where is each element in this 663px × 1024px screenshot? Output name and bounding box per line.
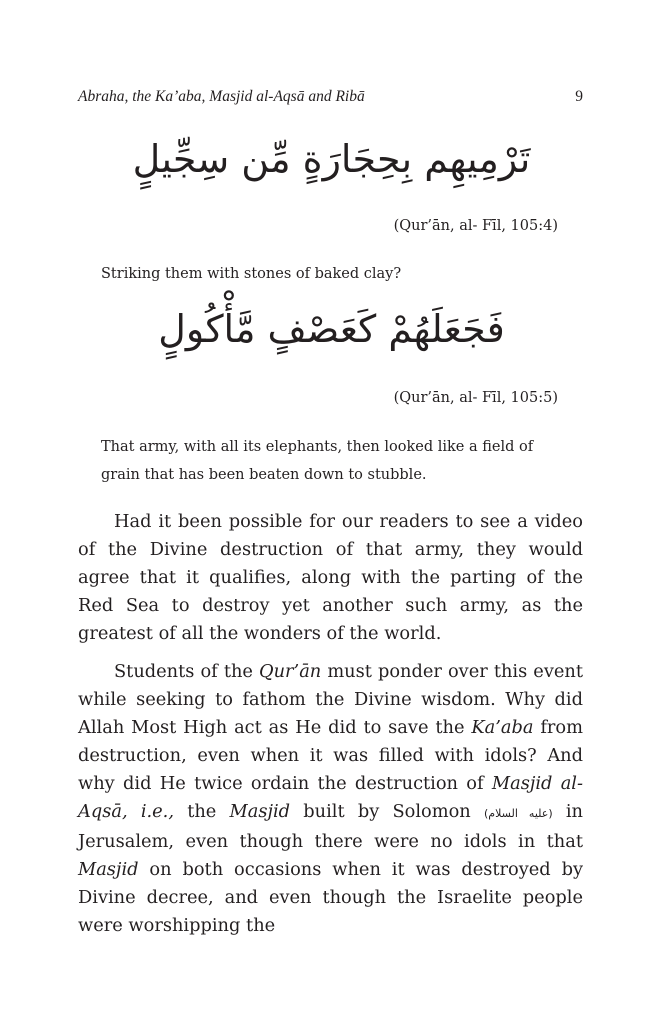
verse-translation-2: That army, with all its elephants, then looked like a field of grain that has been beaten down to stubble. bbox=[101, 439, 534, 483]
verse-citation-2: (Qur’ān, al- Fīl, 105:5) bbox=[393, 390, 558, 406]
italic-term-masjid-al-aqsa: Masjid al-Aqsā, i.e., bbox=[78, 773, 583, 822]
text-run: built by Solomon bbox=[290, 801, 484, 822]
italic-term-masjid: Masjid bbox=[78, 859, 139, 880]
text-run: the bbox=[173, 801, 230, 822]
arabic-honorific: (عليه السلام) bbox=[483, 807, 553, 820]
arabic-verse-1: تَرْمِيهِم بِحِجَارَةٍ مِّن سِجِّيلٍ bbox=[132, 137, 531, 181]
text-run: from destruction, even when it was filled with idols? And why did He twice ordain the destruction of bbox=[78, 717, 583, 794]
text-run: Students of the bbox=[114, 661, 260, 682]
page-number: 9 bbox=[575, 88, 583, 105]
text-run: on both occasions when it was destroyed by Divine decree, and even though the Israelite people were worshipping the bbox=[78, 859, 583, 936]
body-text bbox=[78, 508, 583, 950]
verse-translation-1: Striking them with stones of baked clay? bbox=[101, 266, 402, 282]
body-paragraph-1: Had it been possible for our readers to see a video of the Divine destruction of that army, they would agree that it qualifies, along with the parting of the Red Sea to destroy yet another such army, as the greatest of all the wonders of the world. bbox=[78, 511, 583, 644]
italic-term-kaaba: Ka’aba bbox=[471, 717, 534, 738]
italic-term-masjid: Masjid bbox=[229, 801, 291, 822]
verse-citation-1: (Qur’ān, al- Fīl, 105:4) bbox=[393, 218, 558, 234]
body-paragraph-2 bbox=[78, 658, 583, 940]
running-head-title: Abraha, the Ka’aba, Masjid al-Aqsā and Ribā bbox=[78, 88, 365, 105]
arabic-verse-2: فَجَعَلَهُمْ كَعَصْفٍ مَّأْكُولٍ bbox=[158, 307, 505, 351]
text-run: in Jerusalem, even though there were no idols in that bbox=[78, 801, 583, 852]
text-run: must ponder over this event while seeking to fathom the Divine wisdom. Why did Allah Most High act as He did to save the bbox=[78, 661, 583, 738]
italic-term-quran: Qur’ān bbox=[259, 661, 322, 682]
